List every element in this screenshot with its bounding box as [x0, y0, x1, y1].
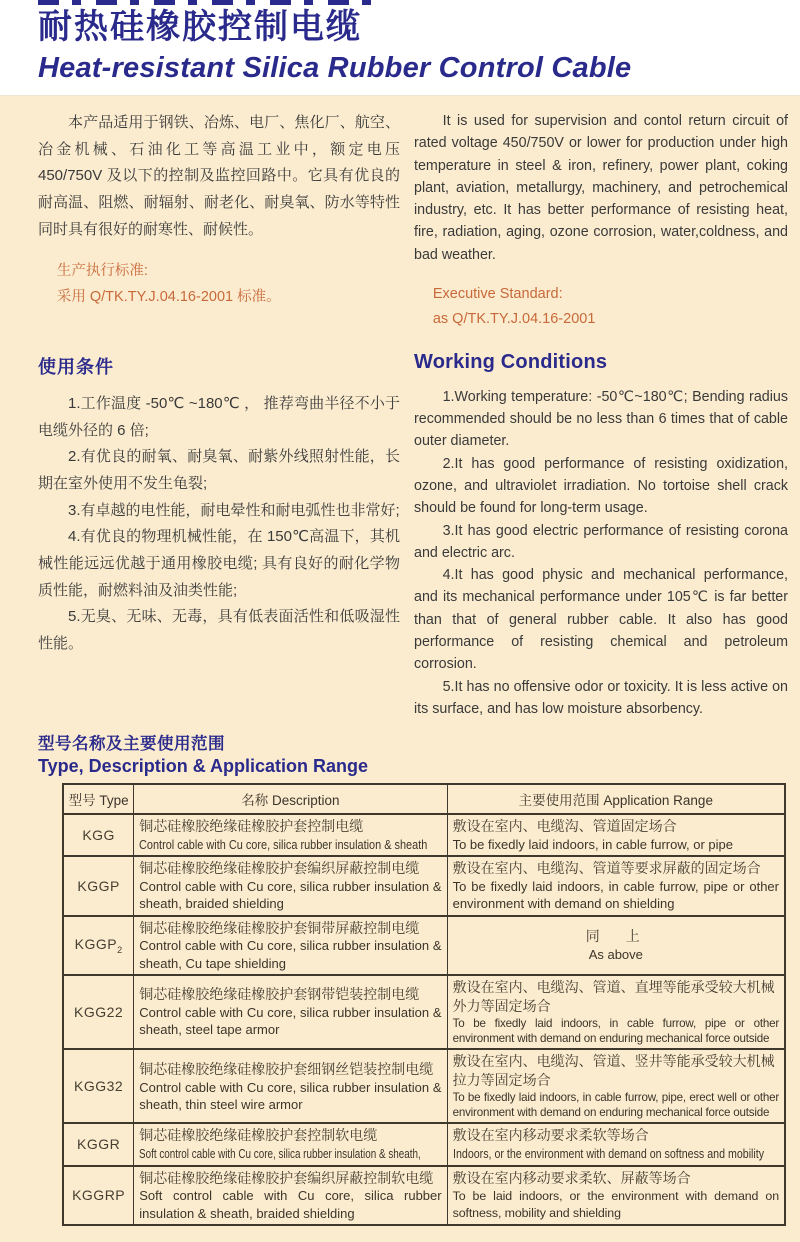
intro-section — [38, 110, 788, 333]
table-row — [63, 1049, 785, 1123]
application-cell — [447, 814, 785, 856]
description-en: Control cable with Cu core, silica rubber insulation & sheath, steel tape armor — [139, 1005, 442, 1038]
working-condition-item: 1.Working temperature: -50℃~180℃; Bending radius recommended should be no less than 6 times that of cable outer diameter. — [414, 388, 788, 450]
type-subscript: 2 — [117, 944, 123, 955]
usage-item: 2.有优良的耐氧、耐臭氧、耐紫外线照射性能，长期在室外使用不发生龟裂; — [38, 448, 400, 492]
executive-standard-cn-value: 采用 Q/TK.TY.J.04.16-2001 标准。 — [56, 288, 281, 305]
page-header — [0, 0, 800, 96]
usage-item: 3.有卓越的电性能，耐电晕性和耐电弧性也非常好; — [68, 501, 400, 519]
description-cell — [134, 1123, 447, 1165]
page-body — [0, 96, 800, 1242]
page-title-cn: 耐热硅橡胶控制电缆 — [38, 8, 362, 46]
description-cn: 铜芯硅橡胶绝缘硅橡胶护套铜带屏蔽控制电缆 — [139, 919, 420, 936]
description-cn: 铜芯硅橡胶绝缘硅橡胶护套控制软电缆 — [139, 1127, 378, 1144]
application-en: As above — [588, 946, 643, 962]
executive-standard-cn-label: 生产执行标准: — [56, 263, 148, 280]
usage-item: 1.工作温度 -50℃ ~180℃ ， 推荐弯曲半径不小于电缆外径的 6 倍; — [38, 394, 400, 439]
table-heading-en: Type, Description & Application Range — [38, 756, 369, 777]
type-cell: $KGGP_2$ — [63, 916, 134, 975]
application-cell — [447, 856, 785, 915]
type-cell: KGGP — [63, 856, 134, 915]
description-en: Control cable with Cu core, silica rubber insulation & sheath — [139, 837, 428, 853]
working-condition-item: 4.It has good physic and mechanical performance, and its mechanical performance under 105℃ is far better than that of general rubber cable. It also has good performance of resisting chemical and petroleum corrosion. — [414, 567, 788, 673]
type-table-section — [38, 730, 788, 1241]
usage-conditions-heading-cn: 使用条件 — [38, 356, 114, 377]
application-en: Indoors, or the environment with demand on softness and mobility — [452, 1146, 764, 1162]
description-cell — [134, 916, 447, 975]
description-cell — [134, 1166, 447, 1225]
working-condition-item: 3.It has good electric performance of resisting corona and electric arc. — [414, 522, 788, 561]
application-cn: 敷设在室内移动要求柔软等场合 — [452, 1127, 649, 1144]
application-cn: 同 上 — [585, 928, 646, 945]
description-cn: 铜芯硅橡胶绝缘硅橡胶护套控制电缆 — [139, 818, 364, 835]
spec-table — [62, 783, 786, 1225]
application-cell — [447, 1049, 785, 1123]
description-cell — [134, 814, 447, 856]
application-cell — [447, 916, 785, 975]
description-cn: 铜芯硅橡胶绝缘硅橡胶护套细钢丝铠装控制电缆 — [139, 1060, 434, 1077]
column-header-description: 名称 Description — [134, 784, 447, 814]
description-en: Control cable with Cu core, silica rubber insulation & sheath, Cu tape shielding — [139, 938, 442, 971]
working-condition-item: 2.It has good performance of resisting oxidization, ozone, and ultraviolet irradiation. No tortoise shell crack should be found for long-term usage. — [414, 455, 788, 517]
type-cell: KGG22 — [63, 975, 134, 1049]
application-cell — [447, 1123, 785, 1165]
intro-paragraph-cn: 本产品适用于钢铁、冶炼、电厂、焦化厂、航空、冶金机械、石油化工等高温工业中，额定电压 450/750V 及以下的控制及监控回路中。它具有优良的耐高温、阻燃、耐辐射、耐老化、耐臭氧、防水等特性同时具有很好的耐寒性、耐候性。 — [38, 113, 400, 238]
type-cell: KGG — [63, 814, 134, 856]
application-en: To be laid indoors, or the environment with demand on softness, mobility and shielding — [452, 1189, 779, 1220]
application-en: To be fixedly laid indoors, in cable furrow, pipe or other environment with demand on shielding — [452, 879, 779, 912]
application-cn: 敷设在室内、电缆沟、管道、竖井等能承受较大机械拉力等固定场合 — [452, 1053, 775, 1088]
executive-standard-en — [414, 282, 788, 333]
description-cell — [134, 1049, 447, 1123]
description-cell — [134, 856, 447, 915]
description-cell — [134, 975, 447, 1049]
executive-standard-cn — [38, 259, 400, 310]
table-row — [63, 856, 785, 915]
table-row — [63, 975, 785, 1049]
table-row — [63, 1166, 785, 1225]
working-conditions-heading-en: Working Conditions — [414, 350, 608, 373]
conditions-section — [38, 347, 788, 720]
intro-column-en — [414, 110, 788, 333]
type-cell: KGG32 — [63, 1049, 134, 1123]
application-cell — [447, 975, 785, 1049]
table-heading-cn: 型号名称及主要使用范围 — [38, 735, 225, 754]
application-cn: 敷设在室内、电缆沟、管道、直埋等能承受较大机械外力等固定场合 — [452, 978, 775, 1014]
description-en: Soft control cable with Cu core, silica rubber insulation & sheath, braided shielding — [139, 1188, 442, 1221]
usage-item: 5.无臭、无味、无毒，具有低表面活性和低吸湿性性能。 — [38, 608, 400, 652]
description-cn: 铜芯硅橡胶绝缘硅橡胶护套钢带铠装控制电缆 — [139, 986, 420, 1003]
description-en: Control cable with Cu core, silica rubber insulation & sheath, braided shielding — [139, 879, 442, 912]
application-en: To be fixedly laid indoors, in cable furrow, pipe or other environment with demand on enduring mechanical force outside — [452, 1016, 779, 1045]
executive-standard-en-value: as Q/TK.TY.J.04.16-2001 — [432, 311, 596, 328]
application-en: To be fixedly laid indoors, in cable furrow, pipe, erect well or other environment with demand on enduring mechanical force outside — [452, 1090, 779, 1120]
type-cell: KGGR — [63, 1123, 134, 1165]
application-cn: 敷设在室内、电缆沟、管道固定场合 — [452, 818, 677, 835]
column-header-application: 主要使用范围 Application Range — [447, 784, 785, 814]
application-cn: 敷设在室内、电缆沟、管道等要求屏蔽的固定场合 — [452, 860, 761, 877]
application-en: To be fixedly laid indoors, in cable furrow, or pipe — [452, 837, 733, 853]
page-title-en: Heat-resistant Silica Rubber Control Cable — [38, 52, 632, 85]
column-header-type: 型号 Type — [63, 784, 134, 814]
intro-paragraph-en: It is used for supervision and contol return circuit of rated voltage 450/750V or lower for production under high temperature in steel & iron, refinery, power plant, coking plant, aviation, metallurgy, machinery, and petrochemical industry, etc. It has better performance of resisting heat, fire, radiation, aging, ozone corrosion, water,coldness, and bad weather. — [414, 112, 788, 263]
intro-column-cn — [38, 110, 400, 333]
table-row — [63, 814, 785, 856]
type-cell: KGGRP — [63, 1166, 134, 1225]
usage-item: 4.有优良的物理机械性能，在 150℃高温下，其机械性能远远优越于通用橡胶电缆; 具有良好的耐化学物质性能，耐燃料油及油类性能; — [38, 528, 400, 599]
cropped-text-remnant — [38, 0, 374, 5]
table-header-row — [63, 784, 785, 814]
working-conditions-en — [414, 347, 788, 720]
description-en: Control cable with Cu core, silica rubber insulation & sheath, thin steel wire armor — [139, 1079, 442, 1112]
executive-standard-en-label: Executive Standard: — [432, 286, 563, 303]
description-cn: 铜芯硅橡胶绝缘硅橡胶护套编织屏蔽控制电缆 — [139, 860, 420, 877]
table-row — [63, 1123, 785, 1165]
table-row — [63, 916, 785, 975]
description-cn: 铜芯硅橡胶绝缘硅橡胶护套编织屏蔽控制软电缆 — [139, 1169, 434, 1186]
application-cn: 敷设在室内移动要求柔软、屏蔽等场合 — [452, 1170, 691, 1187]
usage-conditions-cn — [38, 347, 400, 720]
application-cell — [447, 1166, 785, 1225]
description-en: Soft control cable with Cu core, silica rubber insulation & sheath, — [139, 1146, 421, 1162]
working-condition-item: 5.It has no offensive odor or toxicity. It is less active on its surface, and has low moisture absorbency. — [414, 678, 788, 717]
